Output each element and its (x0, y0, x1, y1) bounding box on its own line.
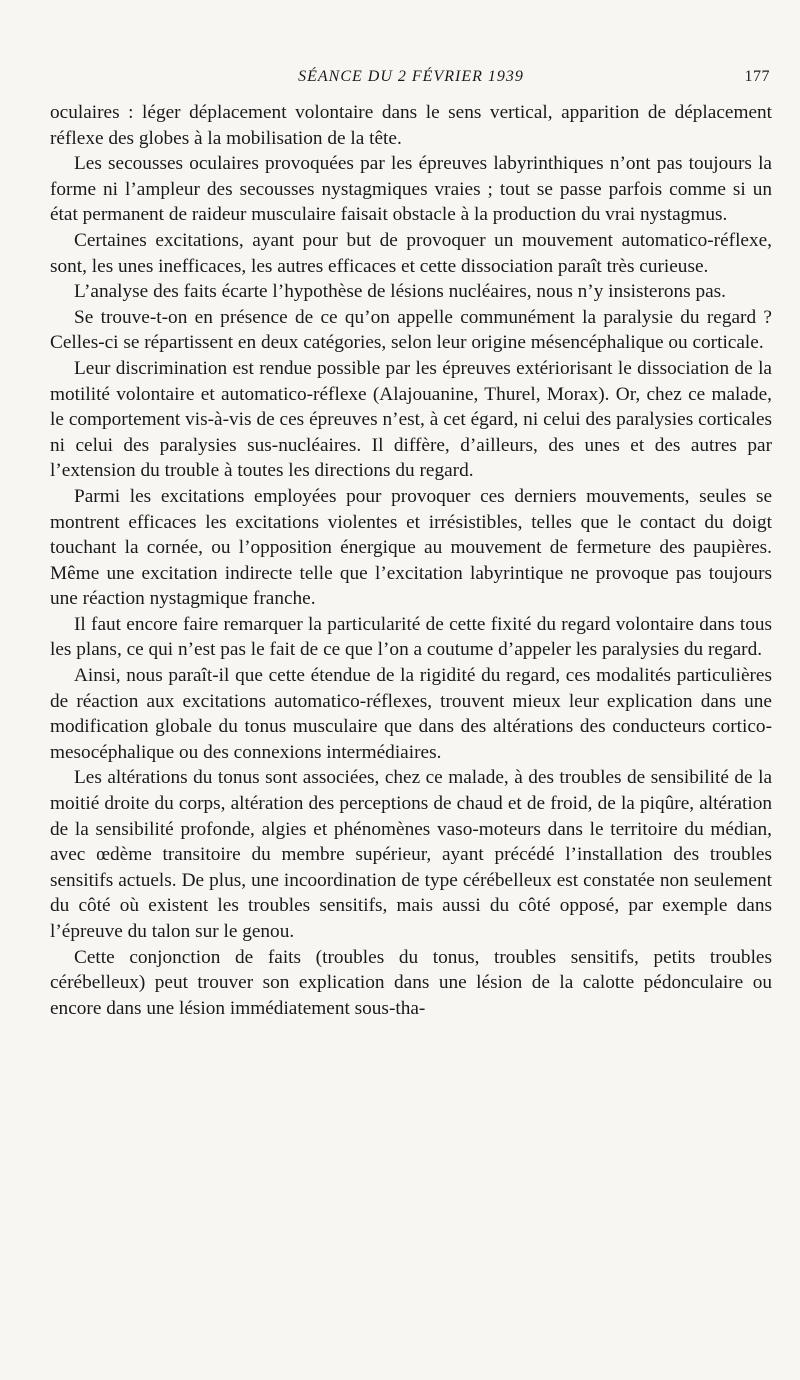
paragraph-4: L’analyse des faits écarte l’hypothèse de lésions nucléaires, nous n’y insisterons pas. (74, 281, 726, 303)
paragraph-1: oculaires : léger déplacement volontaire dans le sens vertical, apparition de déplacement réflexe des globes à la mobilisation de la tête. (50, 102, 772, 149)
body-text (50, 100, 772, 1021)
book-page (50, 62, 772, 1021)
paragraph-6: Leur discrimination est rendue possible par les épreuves extériorisant le dissociation de la motilité volontaire et automatico-réflexe (Alajouanine, Thurel, Morax). Or, chez ce malade, le comportement vis-à-vis de ces épreuves n’est, à cet égard, ni celui des paralysies corticales ni celui des paralysies sus-nucléaires. Il diffère, d’ailleurs, des unes et des autres par l’extension du trouble à toutes les directions du regard. (50, 357, 772, 482)
running-title: SÉANCE DU 2 FÉVRIER 1939 (298, 68, 524, 85)
paragraph-2: Les secousses oculaires provoquées par les épreuves labyrinthiques n’ont pas toujours la forme ni l’ampleur des secousses nystagmiques vraies ; tout se passe parfois comme si un état permanent de raideur musculaire faisait obstacle à la production du vrai nystagmus. (50, 153, 772, 226)
paragraph-5: Se trouve-t-on en présence de ce qu’on appelle communément la paralysie du regard ? Celles-ci se répartissent en deux catégories, selon leur origine mésencéphalique ou corticale. (50, 306, 772, 354)
paragraph-9: Ainsi, nous paraît-il que cette étendue de la rigidité du regard, ces modalités particulières de réaction aux excitations automatico-réflexes, trouvent mieux leur explication dans une modification globale du tonus musculaire que dans des altérations des conducteurs cortico-mesocéphalique ou des connexions intermédiaires. (50, 665, 772, 763)
paragraph-10: Les altérations du tonus sont associées, chez ce malade, à des troubles de sensibilité de la moitié droite du corps, altération des perceptions de chaud et de froid, de la piqûre, altération de la sensibilité profonde, algies et phénomènes vaso-moteurs dans le territoire du médian, avec œdème transitoire du membre supérieur, ayant précédé l’installation des troubles sensitifs actuels. De plus, une incoordination de type cérébelleux est constatée non seulement du côté où existent les troubles sensitifs, mais aussi du côté opposé, par exemple dans l’épreuve du talon sur le genou. (50, 767, 772, 942)
page-number: 177 (744, 68, 770, 85)
paragraph-11: Cette conjonction de faits (troubles du tonus, troubles sensitifs, petits troubles cérébelleux) peut trouver son explication dans une lésion de la calotte pédonculaire ou encore dans une lésion immédiatement sous-tha- (50, 946, 772, 1019)
paragraph-3: Certaines excitations, ayant pour but de provoquer un mouvement automatico-réflexe, sont, les unes inefficaces, les autres efficaces et cette dissociation paraît très curieuse. (50, 229, 772, 277)
paragraph-7: Parmi les excitations employées pour provoquer ces derniers mouvements, seules se montrent efficaces les excitations violentes et irrésistibles, telles que le contact du doigt touchant la cornée, ou l’opposition énergique au mouvement de fermeture des paupières. Même une excitation indirecte telle que l’excitation labyrintique ne provoque pas toujours une réaction nystagmique franche. (50, 485, 772, 610)
running-head (50, 62, 772, 92)
paragraph-8: Il faut encore faire remarquer la particularité de cette fixité du regard volontaire dans tous les plans, ce qui n’est pas le fait de ce que l’on a coutume d’appeler les paralysies du regard. (50, 613, 772, 661)
